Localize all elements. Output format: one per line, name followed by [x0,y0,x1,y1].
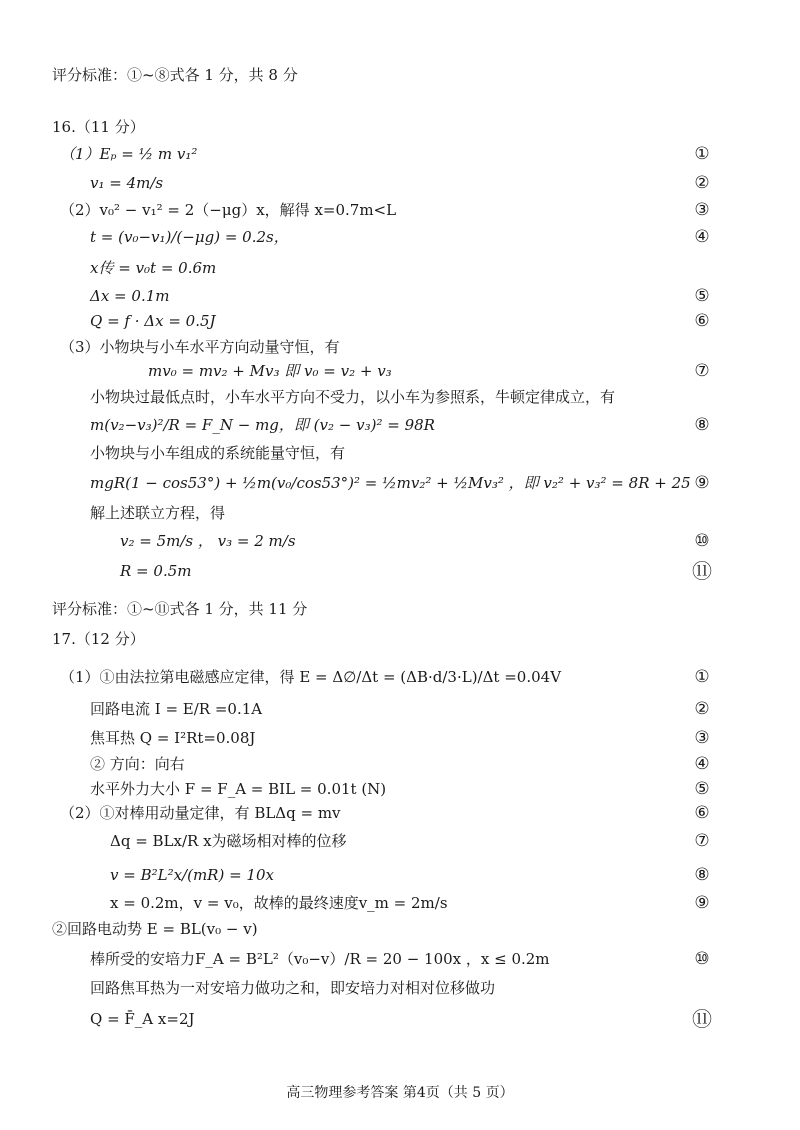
q16-line: 小物块过最低点时，小车水平方向不受力，以小车为参照系，牛顿定律成立，有 [90,388,616,406]
equation-marker: ③ [694,728,710,748]
equation-marker: ② [694,699,710,719]
equation-marker: ② [694,173,710,193]
q17-line: （2）①对棒用动量定律，有 BLΔq = mv [60,804,341,822]
q16-line: v₁ = 4m/s [90,174,164,192]
q17-line: 回路焦耳热为一对安培力做功之和，即安培力对相对位移做功 [90,979,496,997]
equation-marker: ⑧ [694,415,710,435]
equation-marker: ⑥ [694,311,710,331]
equation-marker: ① [694,144,710,164]
q16-line: 小物块与小车组成的系统能量守恒，有 [90,444,346,462]
scoring-note-16: 评分标准：①~⑪式各 1 分，共 11 分 [52,600,308,618]
question-16-heading: 16.（11 分） [52,118,145,136]
q16-line: （2）v₀² − v₁² = 2（−μg）x，解得 x=0.7m<L [60,201,397,219]
q16-line: （1）Eₚ = ½ m v₁² [60,145,198,163]
q16-line: 解上述联立方程，得 [90,504,226,522]
q17-line: Δq = BLx/R x为磁场相对棒的位移 [110,832,347,850]
q16-line: x传 = v₀t = 0.6m [90,259,217,277]
q17-line: Q = F̄_A x=2J [90,1010,195,1028]
q17-line: ②回路电动势 E = BL(v₀ − v) [52,920,258,938]
question-17-heading: 17.（12 分） [52,630,145,648]
equation-marker: ④ [694,227,710,247]
equation-marker: ⑧ [694,865,710,885]
equation-marker: ⑤ [694,286,710,306]
q17-line: （1）①由法拉第电磁感应定律，得 E = Δ∅/Δt = (ΔB·d/3·L)/Δt =0.04V [60,668,562,686]
equation-marker: ⑤ [694,779,710,799]
equation-marker: ⑦ [694,831,710,851]
equation-marker: ⑥ [694,803,710,823]
equation-marker: ⑦ [694,361,710,381]
q17-line: 焦耳热 Q = I²Rt=0.08J [90,729,256,747]
equation-marker: ⑪ [692,1007,712,1031]
equation-marker: ⑨ [694,893,710,913]
q16-line: R = 0.5m [120,562,192,580]
equation-marker: ① [694,667,710,687]
equation-marker: ④ [694,754,710,774]
q17-line: ② 方向：向右 [90,755,185,773]
q17-line: v = B²L²x/(mR) = 10x [110,866,274,884]
q16-line: v₂ = 5m/s ， v₃ = 2 m/s [120,532,296,550]
q17-line: 棒所受的安培力F_A = B²L²（v₀−v）/R = 20 − 100x ，x ≤ 0.2m [90,950,550,968]
equation-marker: ⑪ [692,559,712,583]
equation-marker: ⑩ [694,949,710,969]
q17-line: 回路电流 I = E/R =0.1A [90,700,263,718]
equation-marker: ⑩ [694,531,710,551]
q17-line: 水平外力大小 F = F_A = BIL = 0.01t (N) [90,780,387,798]
q16-line: Q = f · Δx = 0.5J [90,312,216,330]
q17-line: x = 0.2m，v = v₀，故棒的最终速度v_m = 2m/s [110,894,448,912]
page-footer: 高三物理参考答案 第4页（共 5 页） [286,1085,514,1101]
equation-marker: ⑨ [694,473,710,493]
q16-line: m(v₂−v₃)²/R = F_N − mg，即 (v₂ − v₃)² = 98R [90,416,435,434]
q16-line: Δx = 0.1m [90,287,170,305]
q16-line: mgR(1 − cos53°) + ½m(v₀/cos53°)² = ½mv₂² + ½Mv₃² ，即 v₂² + v₃² = 8R + 25 [90,474,691,492]
q16-line: mv₀ = mv₂ + Mv₃ 即 v₀ = v₂ + v₃ [148,362,392,380]
q16-line: t = (v₀−v₁)/(−μg) = 0.2s， [90,228,289,246]
q16-line: （3）小物块与小车水平方向动量守恒，有 [60,338,340,356]
equation-marker: ③ [694,200,710,220]
scoring-note-15: 评分标准：①~⑧式各 1 分，共 8 分 [52,66,298,84]
